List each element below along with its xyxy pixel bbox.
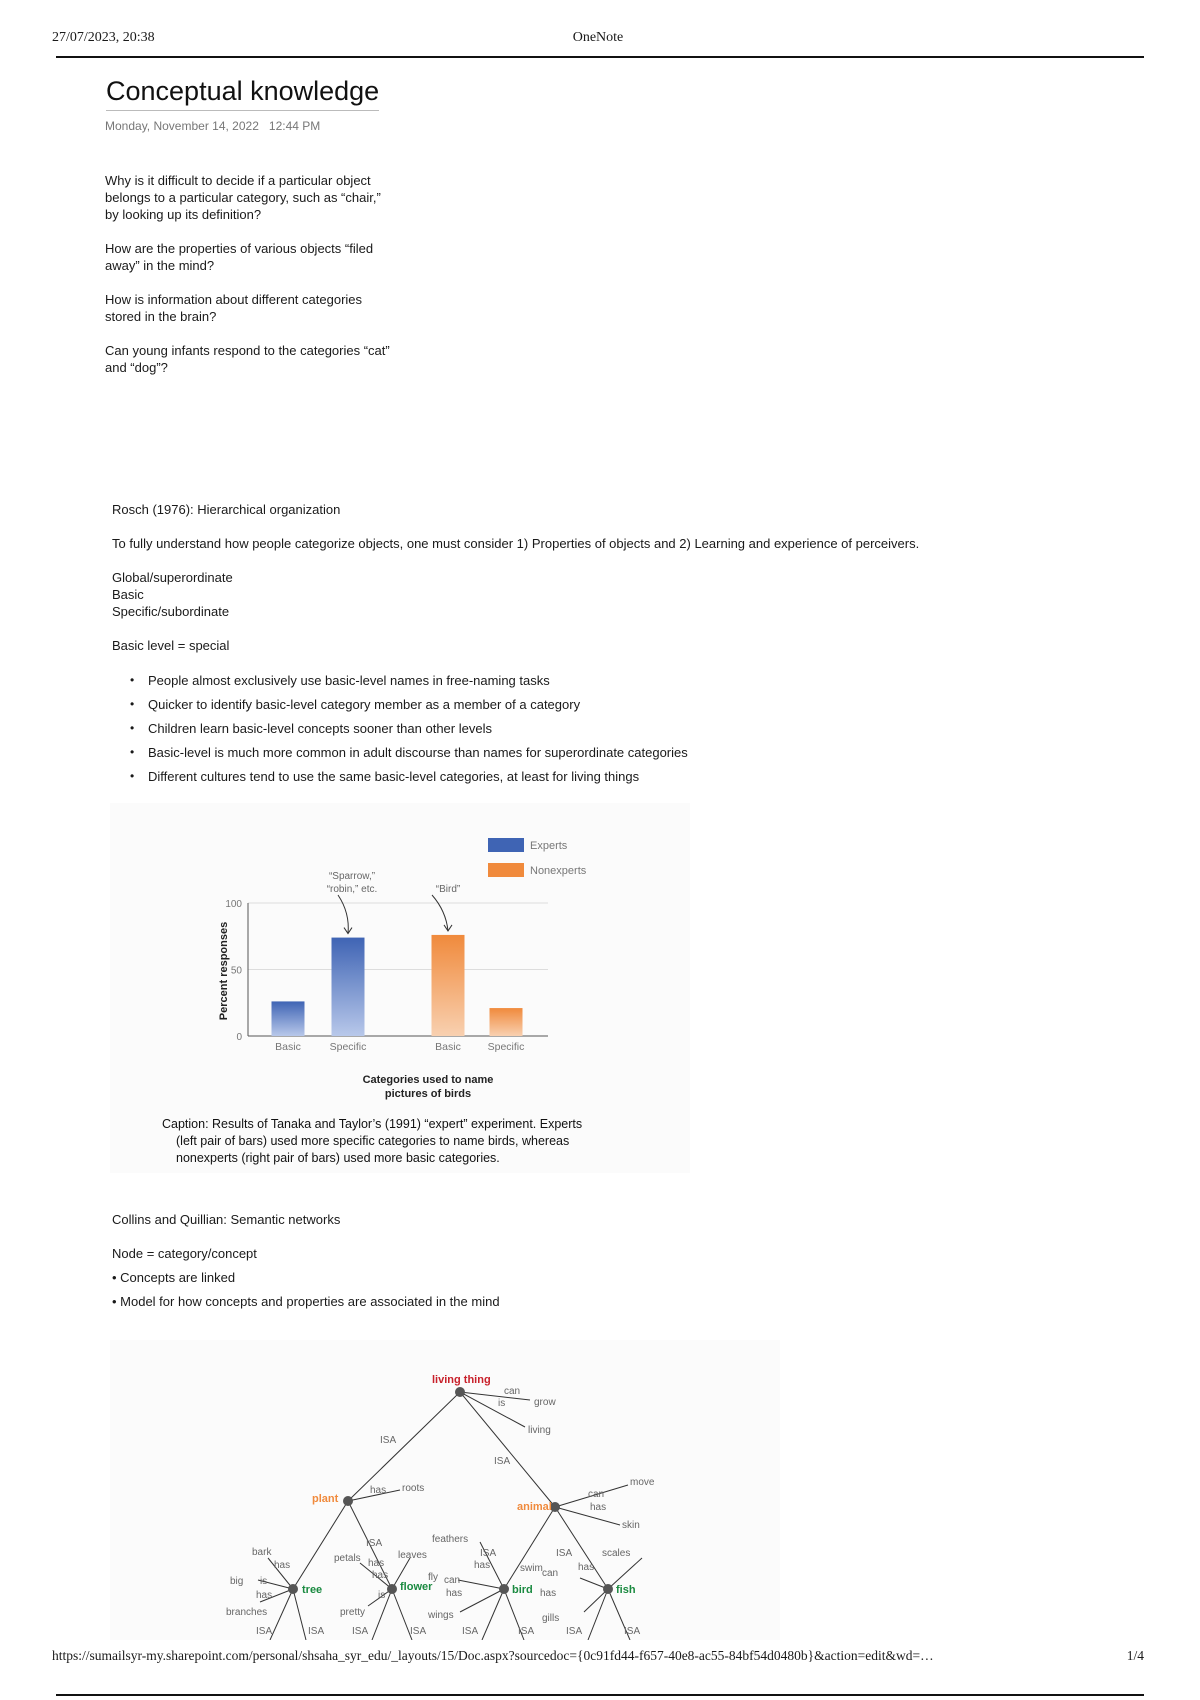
isa-label: ISA xyxy=(380,1435,397,1446)
x-tick-label: Specific xyxy=(329,1041,367,1053)
rosch-heading: Rosch (1976): Hierarchical organization xyxy=(112,502,341,517)
page-number: 1/4 xyxy=(1126,1648,1144,1663)
annotation-specific-line2: “robin,” etc. xyxy=(326,884,378,895)
y-tick-label: 0 xyxy=(236,1032,242,1043)
prop-leaves: leaves xyxy=(398,1550,427,1561)
prop-skin: skin xyxy=(622,1520,640,1531)
collins-point: • Model for how concepts and properties are associated in the mind xyxy=(112,1294,500,1309)
link-has: has xyxy=(368,1558,385,1569)
prop-feathers: feathers xyxy=(432,1534,469,1545)
bar-experts-basic xyxy=(272,1001,305,1036)
list-item: • Children learn basic-level concepts sooner than other levels xyxy=(130,721,950,745)
link-is: is xyxy=(378,1590,386,1601)
annotation-arrow xyxy=(432,895,448,931)
question-item: Why is it difficult to decide if a particular object belongs to a particular category, such as “chair,” by looking up its definition? xyxy=(105,173,381,222)
node-tree xyxy=(288,1584,298,1594)
isa-label: ISA xyxy=(518,1626,535,1637)
node-flower xyxy=(387,1584,397,1594)
list-item: • People almost exclusively use basic-level names in free-naming tasks xyxy=(130,673,950,697)
y-tick-label: 50 xyxy=(230,965,242,977)
node-definition: Node = category/concept xyxy=(112,1246,257,1261)
x-tick-label: Basic xyxy=(275,1041,301,1053)
prop-branches: branches xyxy=(226,1607,268,1618)
annotation-specific-line1: “Sparrow,” xyxy=(328,871,376,882)
semantic-network-figure xyxy=(110,1340,780,1640)
y-tick-label: 100 xyxy=(225,899,242,910)
basic-level-special: Basic level = special xyxy=(112,638,230,653)
x-axis-label-line2: pictures of birds xyxy=(384,1088,472,1100)
collins-heading: Collins and Quillian: Semantic networks xyxy=(112,1212,341,1227)
node-fish xyxy=(603,1584,613,1594)
print-footer xyxy=(52,1648,1144,1666)
page-datetime xyxy=(105,119,320,133)
page-date: Monday, November 14, 2022 xyxy=(105,119,259,133)
link-can: can xyxy=(542,1568,559,1579)
label-plant: plant xyxy=(312,1493,339,1505)
level-item: Global/superordinate xyxy=(112,570,233,585)
annotation-arrow xyxy=(338,895,348,934)
label-flower: flower xyxy=(400,1581,433,1593)
prop-living: living xyxy=(528,1425,551,1436)
isa-label: ISA xyxy=(308,1626,325,1637)
page-title[interactable]: Conceptual knowledge xyxy=(106,76,379,111)
legend-label-nonexperts: Nonexperts xyxy=(530,865,587,877)
x-tick-label: Basic xyxy=(435,1041,461,1053)
isa-label: ISA xyxy=(256,1626,273,1637)
semantic-network-diagram xyxy=(110,1340,780,1640)
caption-line: Caption: Results of Tanaka and Taylor’s (1991) “expert” experiment. Experts xyxy=(162,1117,583,1131)
link-has: has xyxy=(540,1588,557,1599)
label-tree: tree xyxy=(302,1584,323,1596)
basic-level-bullets xyxy=(130,673,950,793)
prop-fly: fly xyxy=(428,1572,438,1583)
link-can: can xyxy=(588,1489,605,1500)
legend-label-experts: Experts xyxy=(530,840,568,852)
isa-label: ISA xyxy=(480,1548,497,1559)
collins-notes xyxy=(112,1211,912,1310)
header-rule xyxy=(56,56,1144,58)
bar-nonexperts-specific xyxy=(490,1008,523,1036)
node-plant xyxy=(343,1496,353,1506)
label-animal: animal xyxy=(517,1501,552,1513)
page-url[interactable]: https://sumailsyr-my.sharepoint.com/personal/shsaha_syr_edu/_layouts/15/Doc.aspx?sourcedoc={0c91fd44-f657-40e8-ac55-84bf54d0480b}&action=edit&wd=… xyxy=(52,1648,934,1663)
link-has: has xyxy=(274,1560,291,1571)
bar-group xyxy=(225,895,548,1053)
isa-label: ISA xyxy=(366,1538,383,1549)
link-has: has xyxy=(372,1570,389,1581)
label-bird: bird xyxy=(512,1584,533,1596)
prop-big: big xyxy=(230,1576,244,1587)
link-can: can xyxy=(444,1575,461,1586)
prop-gills: gills xyxy=(542,1613,560,1624)
annotation-basic: “Bird” xyxy=(435,884,461,895)
link-can: can xyxy=(504,1386,521,1397)
isa-label: ISA xyxy=(410,1626,427,1637)
level-item: Basic xyxy=(112,587,144,602)
print-header xyxy=(52,28,1144,50)
question-item: How are the properties of various objects “filed away” in the mind? xyxy=(105,241,374,273)
list-item: • Quicker to identify basic-level category member as a member of a category xyxy=(130,697,950,721)
bar-experts-specific xyxy=(332,938,365,1036)
prop-pretty: pretty xyxy=(340,1607,366,1618)
rosch-notes xyxy=(112,501,1112,654)
footer-rule xyxy=(56,1694,1144,1696)
list-item: • Basic-level is much more common in adult discourse than names for superordinate categories xyxy=(130,745,950,769)
prop-petals: petals xyxy=(334,1553,361,1564)
isa-label: ISA xyxy=(494,1456,511,1467)
print-date: 27/07/2023, 20:38 xyxy=(52,30,155,45)
legend-swatch-nonexperts xyxy=(488,863,524,877)
link-has: has xyxy=(474,1560,491,1571)
chart-caption xyxy=(162,1116,682,1167)
y-axis-label: Percent responses xyxy=(218,921,230,1021)
caption-line: (left pair of bars) used more specific categories to name birds, whereas xyxy=(176,1134,570,1148)
caption-line: nonexperts (right pair of bars) used more basic categories. xyxy=(176,1151,500,1165)
legend-swatch-experts xyxy=(488,838,524,852)
prop-wings: wings xyxy=(428,1610,454,1621)
prop-roots: roots xyxy=(402,1483,425,1494)
isa-label: ISA xyxy=(624,1626,641,1637)
question-list xyxy=(105,172,395,393)
link-has: has xyxy=(256,1590,273,1601)
prop-grow: grow xyxy=(534,1397,556,1408)
link-is: is xyxy=(260,1576,268,1587)
link-has: has xyxy=(370,1485,387,1496)
link-has: has xyxy=(590,1502,607,1513)
prop-scales: scales xyxy=(602,1548,631,1559)
question-item: How is information about different categories stored in the brain? xyxy=(105,292,363,324)
node-living-thing xyxy=(455,1387,465,1397)
x-tick-label: Specific xyxy=(487,1041,525,1053)
prop-bark: bark xyxy=(252,1547,272,1558)
collins-point: • Concepts are linked xyxy=(112,1270,236,1285)
x-axis-label-line1: Categories used to name xyxy=(362,1074,494,1086)
node-bird xyxy=(499,1584,509,1594)
print-app-name: OneNote xyxy=(572,30,624,45)
isa-label: ISA xyxy=(352,1626,369,1637)
link-is: is xyxy=(498,1398,506,1409)
bar-nonexperts-basic xyxy=(432,935,465,1036)
link-has: has xyxy=(446,1588,463,1599)
rosch-intro: To fully understand how people categorize objects, one must consider 1) Properties of objects and 2) Learning and experience of perceivers. xyxy=(112,536,920,551)
isa-label: ISA xyxy=(462,1626,479,1637)
page-time: 12:44 PM xyxy=(268,119,321,133)
level-item: Specific/subordinate xyxy=(112,604,230,619)
link-has: has xyxy=(578,1562,595,1573)
prop-swim: swim xyxy=(520,1563,543,1574)
isa-label: ISA xyxy=(566,1626,583,1637)
label-fish: fish xyxy=(616,1584,636,1596)
isa-label: ISA xyxy=(556,1548,573,1559)
list-item: • Different cultures tend to use the same basic-level categories, at least for living things xyxy=(130,769,950,793)
prop-move: move xyxy=(630,1477,655,1488)
label-living-thing: living thing xyxy=(432,1374,491,1386)
question-item: Can young infants respond to the categories “cat” and “dog”? xyxy=(105,343,390,375)
